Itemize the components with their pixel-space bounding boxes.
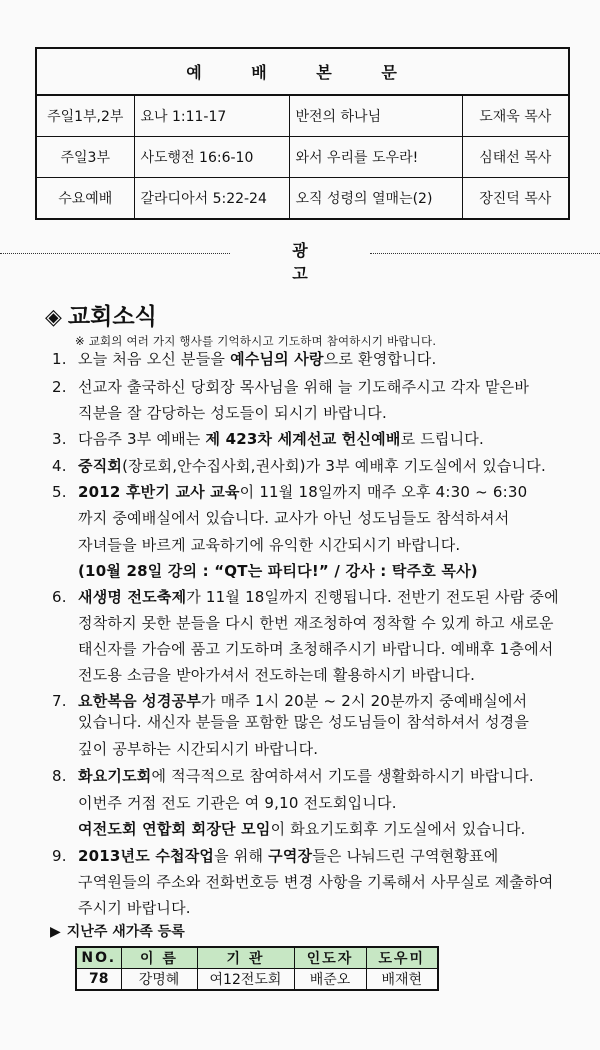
- item-number: 2.: [52, 378, 67, 396]
- new-family-heading: [50, 921, 185, 941]
- notice-label: 광 고: [292, 241, 338, 283]
- item-continuation: 전도용 소금을 받아가셔서 전도하는데 활용하시기 바랍니다.: [78, 666, 476, 684]
- item-text: 에 적극적으로 참여하셔서 기도를 생활화하시기 바랍니다.: [151, 767, 534, 785]
- item-continuation: 이번주 거점 전도 기관은 여 9,10 전도회입니다.: [78, 794, 397, 812]
- item-continuation: 정착하지 못한 분들을 다시 한번 재조청하여 정착할 수 있게 하고 새로운: [78, 614, 554, 632]
- item-number: 8.: [52, 767, 67, 785]
- item-number: 1.: [52, 350, 67, 368]
- new-family-table: [75, 946, 439, 991]
- list-item: [52, 428, 484, 449]
- sermon-title: 오직 성령의 열매는(2): [289, 178, 462, 220]
- column-header: NO.: [76, 947, 121, 969]
- list-item: [52, 376, 529, 397]
- table-row: [36, 95, 569, 137]
- item-emphasis: 중직회: [78, 457, 123, 475]
- item-emphasis: 화요기도회: [78, 767, 152, 785]
- table-header-row: [76, 947, 438, 969]
- item-number: 7.: [52, 692, 67, 710]
- worship-table: [35, 47, 570, 220]
- item-continuation: 있습니다. 새신자 분들을 포함한 많은 성도님들이 참석하셔서 성경을: [78, 713, 530, 731]
- item-text: 을 위해: [214, 847, 269, 865]
- item-number: 5.: [52, 483, 67, 501]
- item-number: 6.: [52, 588, 67, 606]
- sermon-title: 반전의 하나님: [289, 95, 462, 137]
- news-title: 교회소식: [67, 304, 157, 330]
- triangle-bullet-icon: ▶: [50, 924, 61, 940]
- item-emphasis: 제 423차 세계선교 헌신예배: [205, 430, 401, 448]
- table-cell: 배준오: [294, 969, 366, 991]
- list-item: [52, 348, 436, 369]
- worship-title: 예 배 본 문: [36, 48, 569, 95]
- item-emphasis: (10월 28일 강의 : “QT는 파티다!” / 강사 : 탁주호 목사): [78, 562, 478, 580]
- item-text: 다음주 3부 예배는: [78, 430, 206, 448]
- item-emphasis: 2013년도 수첩작업: [78, 847, 215, 865]
- item-emphasis: 요한복음 성경공부: [78, 692, 201, 710]
- dotted-line-left: [0, 253, 230, 254]
- preacher-name: 장진덕 목사: [462, 178, 569, 220]
- item-emphasis: 예수님의 사랑: [230, 350, 324, 368]
- service-name: 수요예배: [36, 178, 134, 220]
- scripture-passage: 갈라디아서 5:22-24: [134, 178, 289, 220]
- list-item: [52, 481, 527, 502]
- list-item: [52, 455, 546, 476]
- item-text: 가 11월 18일까지 진행됩니다. 전반기 전도된 사람 중에: [186, 588, 559, 606]
- item-continuation: 까지 중예배실에서 있습니다. 교사가 아닌 성도님들도 참석하셔서: [78, 509, 510, 527]
- preacher-name: 심태선 목사: [462, 137, 569, 178]
- item-text: (장로회,안수집사회,권사회)가 3부 예배후 기도실에서 있습니다.: [122, 457, 546, 475]
- item-continuation: 주시기 바랍니다.: [78, 899, 191, 917]
- list-item: [52, 586, 559, 607]
- item-text: 들은 나눠드린 구역현황표에: [312, 847, 499, 865]
- item-number: 9.: [52, 847, 67, 865]
- table-row: [36, 137, 569, 178]
- item-continuation: 구역원들의 주소와 전화번호등 변경 사항을 기록해서 사무실로 제출하여: [78, 873, 554, 891]
- item-continuation: 자녀들을 바르게 교육하기에 유익한 시간되시기 바랍니다.: [78, 536, 461, 554]
- list-item: [52, 690, 527, 711]
- column-header: 도우미: [366, 947, 438, 969]
- item-continuation: 직분을 잘 감당하는 성도들이 되시기 바랍니다.: [78, 404, 387, 422]
- scripture-passage: 요나 1:11-17: [134, 95, 289, 137]
- table-cell: 78: [76, 969, 121, 991]
- new-family-title: 지난주 새가족 등록: [66, 924, 185, 940]
- item-number: 3.: [52, 430, 67, 448]
- sermon-title: 와서 우리를 도우라!: [289, 137, 462, 178]
- item-continuation: [78, 560, 478, 581]
- diamond-bullet-icon: ◈: [45, 305, 62, 330]
- item-text: 가 매주 1시 20분 ~ 2시 20분까지 중예배실에서: [200, 692, 528, 710]
- item-continuation: [78, 818, 525, 839]
- table-row: [36, 178, 569, 220]
- item-emphasis: 구역장: [268, 847, 313, 865]
- table-cell: 강명혜: [121, 969, 197, 991]
- item-text: 선교자 출국하신 당회장 목사님을 위해 늘 기도해주시고 각자 맡은바: [78, 378, 530, 396]
- item-text: 이 화요기도회후 기도실에서 있습니다.: [270, 820, 526, 838]
- table-row: [76, 969, 438, 991]
- table-cell: 여12전도회: [197, 969, 294, 991]
- item-emphasis: 새생명 전도축제: [78, 588, 187, 606]
- item-continuation: 태신자를 가슴에 품고 기도하며 초청해주시기 바랍니다. 예배후 1층에서: [78, 640, 554, 658]
- notice-divider: [0, 238, 600, 283]
- list-item: [52, 845, 498, 866]
- item-emphasis: 2012 후반기 교사 교육: [78, 483, 240, 501]
- item-text: 으로 환영합니다.: [323, 350, 437, 368]
- news-note: ※ 교회의 여러 가지 행사를 기억하시고 기도하며 참여하시기 바랍니다.: [75, 334, 437, 348]
- item-number: 4.: [52, 457, 67, 475]
- table-cell: 배재현: [366, 969, 438, 991]
- scripture-passage: 사도행전 16:6-10: [134, 137, 289, 178]
- item-text: 로 드립니다.: [400, 430, 484, 448]
- column-header: 기 관: [197, 947, 294, 969]
- news-heading: [45, 298, 157, 331]
- list-item: [52, 765, 534, 786]
- dotted-line-right: [370, 253, 600, 254]
- item-text: 오늘 처음 오신 분들을: [78, 350, 231, 368]
- preacher-name: 도재욱 목사: [462, 95, 569, 137]
- item-continuation: 깊이 공부하는 시간되시기 바랍니다.: [78, 740, 319, 758]
- item-text: 이 11월 18일까지 매주 오후 4:30 ~ 6:30: [239, 483, 528, 501]
- service-name: 주일1부,2부: [36, 95, 134, 137]
- item-emphasis: 여전도회 연합회 회장단 모임: [78, 820, 271, 838]
- column-header: 이 름: [121, 947, 197, 969]
- service-name: 주일3부: [36, 137, 134, 178]
- column-header: 인도자: [294, 947, 366, 969]
